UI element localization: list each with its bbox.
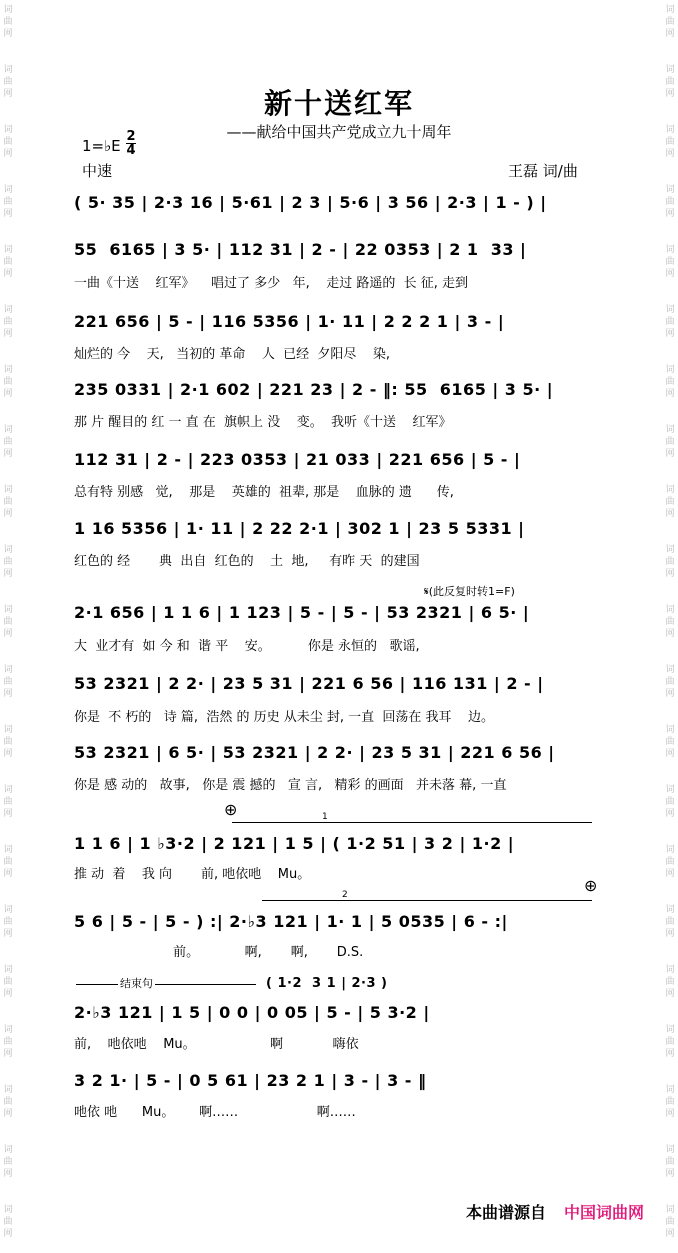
- coda-sign-lower: ⊕: [584, 876, 598, 895]
- score-line-8-lyrics: 你是 不 朽的 诗 篇, 浩然 的 历史 从未尘 封, 一直 回荡在 我耳 边。: [74, 710, 495, 725]
- song-subtitle: ——献给中国共产党成立九十周年: [226, 123, 452, 141]
- ending-bracket: [76, 984, 256, 985]
- volta-1-label: 1: [322, 812, 328, 822]
- tempo-marking: 中速: [82, 162, 113, 180]
- watermark-mark: 词 曲 网: [665, 365, 675, 399]
- score-line-2-lyrics: 一曲《十送 红军》 唱过了 多少 年, 走过 路遥的 长 征, 走到: [74, 276, 469, 291]
- watermark-mark: 词 曲 网: [665, 485, 675, 519]
- watermark-mark: 词 曲 网: [665, 785, 675, 819]
- score-line-3-notes: 221 656 | 5 - | 116 5356 | 1· 11 | 2 2 2 1 | 3 - |: [74, 312, 505, 331]
- time-signature: [126, 130, 136, 157]
- watermark-mark: 词 曲 网: [3, 305, 13, 339]
- watermark-mark: 词 曲 网: [3, 365, 13, 399]
- watermark-mark: 词 曲 网: [3, 1085, 13, 1119]
- time-signature-top: 2: [126, 129, 136, 144]
- watermark-mark: 词 曲 网: [665, 305, 675, 339]
- watermark-mark: 词 曲 网: [3, 125, 13, 159]
- watermark-mark: 词 曲 网: [665, 725, 675, 759]
- watermark-mark: 词 曲 网: [665, 1145, 675, 1179]
- score-line-5-lyrics: 总有特 别感 觉, 那是 英雄的 祖辈, 那是 血脉的 遗 传,: [74, 485, 454, 500]
- interlude-notes: ( 1·2 3 1 | 2·3 ): [266, 976, 388, 991]
- watermark-mark: 词 曲 网: [665, 1025, 675, 1059]
- watermark-mark: 词 曲 网: [665, 845, 675, 879]
- score-line-13-lyrics: 吔依 吔 Mu。 啊…… 啊……: [74, 1105, 356, 1120]
- score-line-5-notes: 112 31 | 2 - | 223 0353 | 21 033 | 221 656 | 5 - |: [74, 450, 521, 469]
- score-line-1-notes: ( 5· 35 | 2·3 16 | 5·61 | 2 3 | 5·6 | 3 56 | 2·3 | 1 - ) |: [74, 193, 547, 212]
- watermark-mark: 词 曲 网: [3, 545, 13, 579]
- score-line-2-notes: 55 6165 | 3 5· | 112 31 | 2 - | 22 0353 | 2 1 33 |: [74, 240, 527, 259]
- time-signature-bottom: 4: [126, 143, 136, 158]
- coda-sign-upper: ⊕: [224, 800, 238, 819]
- watermark-mark: 词 曲 网: [665, 665, 675, 699]
- watermark-mark: 词 曲 网: [665, 605, 675, 639]
- watermark-mark: 词 曲 网: [3, 245, 13, 279]
- score-line-6-notes: 1 16 5356 | 1· 11 | 2 22 2·1 | 302 1 | 23 5 5331 |: [74, 519, 525, 538]
- watermark-mark: 词 曲 网: [665, 1205, 675, 1239]
- watermark-mark: 词 曲 网: [665, 185, 675, 219]
- watermark-mark: 词 曲 网: [3, 425, 13, 459]
- watermark-mark: 词 曲 网: [3, 185, 13, 219]
- watermark-mark: 词 曲 网: [3, 1205, 13, 1239]
- watermark-mark: 词 曲 网: [3, 665, 13, 699]
- watermark-mark: 词 曲 网: [3, 1145, 13, 1179]
- watermark-mark: 词 曲 网: [3, 905, 13, 939]
- score-line-3-lyrics: 灿烂的 今 天, 当初的 革命 人 已经 夕阳尽 染,: [74, 347, 391, 362]
- watermark-mark: 词 曲 网: [3, 965, 13, 999]
- volta-2-bracket: [262, 900, 592, 901]
- watermark-column-right: [662, 0, 678, 1253]
- watermark-mark: 词 曲 网: [3, 845, 13, 879]
- score-line-12-lyrics: 前, 吔依吔 Mu。 啊 嗨依: [74, 1037, 359, 1052]
- watermark-mark: 词 曲 网: [665, 245, 675, 279]
- score-line-11-notes: 5 6 | 5 - | 5 - ) :| 2·♭3 121 | 1· 1 | 5 0535 | 6 - :|: [74, 912, 508, 931]
- watermark-column-left: [0, 0, 16, 1253]
- score-line-10-notes: 1 1 6 | 1 ♭3·2 | 2 121 | 1 5 | ( 1·2 51 | 3 2 | 1·2 |: [74, 834, 515, 853]
- watermark-mark: 词 曲 网: [665, 905, 675, 939]
- score-line-6-lyrics: 红色的 经 典 出自 红色的 土 地, 有昨 天 的建国: [74, 554, 420, 569]
- score-line-10-lyrics: 推 动 着 我 向 前, 吔依吔 Mu。: [74, 867, 311, 882]
- watermark-mark: 词 曲 网: [665, 65, 675, 99]
- watermark-mark: 词 曲 网: [3, 485, 13, 519]
- score-line-11-lyrics: 前。 啊, 啊, D.S.: [74, 945, 364, 960]
- repeat-note: 𝄋(此反复时转1=F): [424, 585, 515, 598]
- footer-source-label: 本曲谱源自: [465, 1203, 546, 1222]
- watermark-mark: 词 曲 网: [665, 1085, 675, 1119]
- score-line-7-lyrics: 大 业才有 如 今 和 谐 平 安。 你是 永恒的 歌谣,: [74, 639, 420, 654]
- watermark-mark: 词 曲 网: [3, 725, 13, 759]
- watermark-mark: 词 曲 网: [665, 5, 675, 39]
- volta-1-bracket: [232, 822, 592, 823]
- score-line-8-notes: 53 2321 | 2 2· | 23 5 31 | 221 6 56 | 116 131 | 2 - |: [74, 674, 544, 693]
- footer-source: [466, 1200, 644, 1223]
- key-signature: 1=♭E: [82, 137, 121, 155]
- volta-2-label: 2: [342, 890, 348, 900]
- song-title: 新十送红军: [263, 87, 414, 120]
- ending-label: 结束句: [120, 977, 153, 990]
- score-line-7-notes: 2·1 656 | 1 1 6 | 1 123 | 5 - | 5 - | 53 2321 | 6 5· |: [74, 603, 530, 622]
- score-line-4-notes: 235 0331 | 2·1 602 | 221 23 | 2 - ‖: 55 6165 | 3 5· |: [74, 380, 554, 399]
- watermark-mark: 词 曲 网: [3, 65, 13, 99]
- score-line-4-lyrics: 那 片 醒目的 红 一 直 在 旗帜上 没 变。 我听《十送 红军》: [74, 415, 452, 430]
- watermark-mark: 词 曲 网: [665, 125, 675, 159]
- watermark-mark: 词 曲 网: [3, 5, 13, 39]
- watermark-mark: 词 曲 网: [3, 785, 13, 819]
- score-line-13-notes: 3 2 1· | 5 - | 0 5 61 | 23 2 1 | 3 - | 3 - ‖: [74, 1071, 427, 1090]
- watermark-mark: 词 曲 网: [665, 545, 675, 579]
- footer-source-site[interactable]: 中国词曲网: [563, 1203, 644, 1222]
- watermark-mark: 词 曲 网: [3, 605, 13, 639]
- score-line-9-notes: 53 2321 | 6 5· | 53 2321 | 2 2· | 23 5 31 | 221 6 56 |: [74, 743, 555, 762]
- score-line-12-notes: 2·♭3 121 | 1 5 | 0 0 | 0 05 | 5 - | 5 3·2 |: [74, 1003, 430, 1022]
- author-credit: 王磊 词/曲: [508, 162, 578, 180]
- watermark-mark: 词 曲 网: [665, 965, 675, 999]
- score-line-9-lyrics: 你是 感 动的 故事, 你是 震 撼的 宣 言, 精彩 的画面 并未落 幕, 一直: [74, 778, 507, 793]
- watermark-mark: 词 曲 网: [665, 425, 675, 459]
- watermark-mark: 词 曲 网: [3, 1025, 13, 1059]
